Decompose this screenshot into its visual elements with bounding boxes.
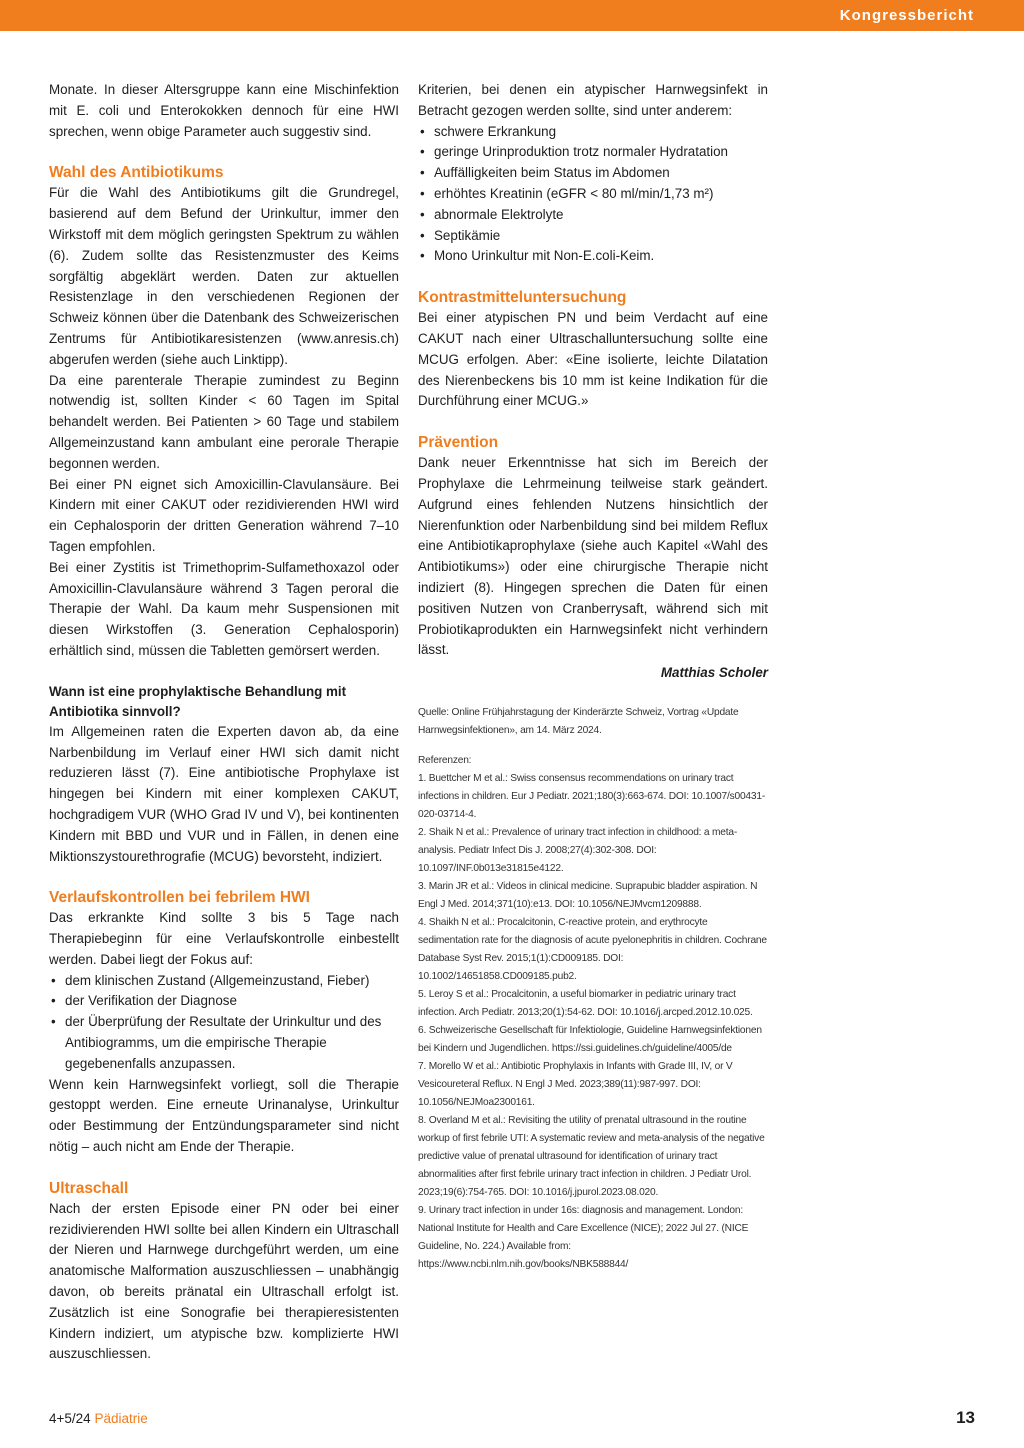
- source-text: Quelle: Online Frühjahrstagung der Kinderärzte Schweiz, Vortrag «Update Harnwegsinfektionen», am 14. März 2024.: [418, 706, 739, 736]
- reference-item: 1. Buettcher M et al.: Swiss consensus recommendations on urinary tract infections in children. Eur J Pediatr. 2021;180(3):663-674. DOI: 10.1007/s00431-020-03714-4.: [418, 772, 766, 820]
- source-note: [418, 704, 768, 1274]
- verlauf-list: [49, 971, 399, 1075]
- left-column: [49, 80, 399, 1365]
- references-heading: Referenzen:: [418, 754, 472, 766]
- intro-paragraph: Monate. In dieser Altersgruppe kann eine Mischinfektion mit E. coli und Enterokokken dennoch für eine HWI sprechen, wenn obige Parameter auch suggestiv sind.: [49, 82, 399, 139]
- list-item: • schwere Erkrankung: [418, 122, 768, 143]
- reference-item: 9. Urinary tract infection in under 16s: diagnosis and management. London: National Institute for Health and Care Excellence (NICE); 2022 Jul 27. (NICE Guideline, No. 224.) Available from: https://www.ncbi.nlm.nih.gov/books/NBK588844/: [418, 1204, 749, 1270]
- reference-item: 7. Morello W et al.: Antibiotic Prophylaxis in Infants with Grade III, IV, or V Vesicoureteral Reflux. N Engl J Med. 2023;389(11):987-997. DOI: 10.1056/NEJMoa2300161.: [418, 1060, 733, 1108]
- reference-item: 8. Overland M et al.: Revisiting the utility of prenatal ultrasound in the routine workup of first febrile UTI: A systematic review and meta-analysis of the negative predictive value of prenatal ultrasound for identification of urinary tract abnormalities after first febrile urinary tract infection in children. J Pediatr Urol. 2023;19(6):754-765. DOI: 10.1016/j.jpurol.2023.08.020.: [418, 1114, 765, 1198]
- paragraph: Wenn kein Harnwegsinfekt vorliegt, soll die Therapie gestoppt werden. Eine erneute Urinanalyse, Urinkultur oder Bestimmung der Entzündungsparameter sind nicht nötig – auch nicht am Ende der Therapie.: [49, 1076, 399, 1155]
- section-header-bar: [0, 0, 1024, 31]
- paragraph: Im Allgemeinen raten die Experten davon ab, da eine Narbenbildung im Verlauf einer HWI sich damit nicht reduzieren lässt (7). Eine antibiotische Prophylaxe ist hingegen bei Kindern mit einer komplexen CAKUT, hochgradigem VUR (WHO Grad IV und V), bei kontinenten Kindern mit BBD und VUR und in Fällen, in denen eine Miktionszystourethrografie (MCUG) bevorsteht, indiziert.: [49, 723, 399, 864]
- author-name: Matthias Scholer: [660, 665, 768, 681]
- heading-kontrast: Kontrastmitteluntersuchung: [418, 289, 627, 307]
- issue-number: 4+5/24: [49, 1411, 91, 1426]
- paragraph: Das erkrankte Kind sollte 3 bis 5 Tage nach Therapiebeginn für eine Verlaufskontrolle einbestellt werden. Dabei liegt der Fokus auf:: [49, 910, 399, 967]
- paragraph: Bei einer Zystitis ist Trimethoprim-Sulfamethoxazol oder Amoxicillin-Clavulansäure während 3 Tagen peroral die Therapie der Wahl. Da kaum mehr Suspensionen mit diesen Wirkstoffen (3. Generation Cephalosporin) erhältlich sind, müssen die Tabletten gemörsert werden.: [49, 559, 399, 658]
- paragraph: Kriterien, bei denen ein atypischer Harnwegsinfekt in Betracht gezogen werden sollte, sind unter anderem:: [418, 82, 768, 118]
- paragraph: Da eine parenterale Therapie zumindest zu Beginn notwendig ist, sollten Kinder < 60 Tagen im Spital behandelt werden. Bei Patienten > 60 Tage und stabilem Allgemeinzustand kann ambulant eine perorale Therapie begonnen werden.: [49, 372, 399, 471]
- list-item: • Auffälligkeiten beim Status im Abdomen: [418, 163, 768, 184]
- list-item: • Mono Urinkultur mit Non-E.coli-Keim.: [418, 246, 768, 267]
- list-item: • geringe Urinproduktion trotz normaler Hydratation: [418, 142, 768, 163]
- reference-item: 3. Marin JR et al.: Videos in clinical medicine. Suprapubic bladder aspiration. N Engl J Med. 2014;371(10):e13. DOI: 10.1056/NEJMvcm1209888.: [418, 880, 758, 910]
- heading-ultraschall: Ultraschall: [49, 1179, 129, 1197]
- reference-item: 2. Shaik N et al.: Prevalence of urinary tract infection in childhood: a meta-analysis. Pediatr Infect Dis J. 2008;27(4):302-308. DOI: 10.1097/INF.0b013e31815e4122.: [418, 826, 738, 874]
- right-column: [418, 80, 768, 1274]
- paragraph: Bei einer PN eignet sich Amoxicillin-Clavulansäure. Bei Kindern mit einer CAKUT oder rezidivierenden HWI wird ein Cephalosporin der dritten Generation während 7–10 Tagen empfohlen.: [49, 476, 399, 554]
- paragraph: Bei einer atypischen PN und beim Verdacht auf eine CAKUT nach einer Ultraschalluntersuchung sollte eine MCUG erfolgen. Aber: «Eine isolierte, leichte Dilatation des Nierenbeckens bis 10 mm ist keine Indikation für die Durchführung einer MCUG.»: [418, 310, 768, 409]
- reference-item: 4. Shaikh N et al.: Procalcitonin, C-reactive protein, and erythrocyte sedimentation rate for the diagnosis of acute pyelonephritis in children. Cochrane Database Syst Rev. 2015;1(1):CD009185. DOI: 10.1002/14651858.CD009185.pub2.: [418, 916, 767, 982]
- kriterien-list: [418, 122, 768, 268]
- list-item: • der Überprüfung der Resultate der Urinkultur und des Antibiogramms, um die empirische Therapie gegebenenfalls anzupassen.: [49, 1012, 399, 1074]
- heading-prophylaxe: Wann ist eine prophylaktische Behandlung mit Antibiotika sinnvoll?: [49, 683, 347, 719]
- list-item: • Septikämie: [418, 226, 768, 247]
- paragraph: Für die Wahl des Antibiotikums gilt die Grundregel, basierend auf dem Befund der Urinkultur, immer den Wirkstoff mit dem möglich geringsten Spektrum zu wählen (6). Zudem sollte das Resistenzmuster des Keims sorgfältig abgeklärt werden. Daten zur aktuellen Resistenzlage in den verschiedenen Regionen der Schweiz können über die Datenbank des Schweizerischen Zentrums für Antibiotikaresistenzen (www.anresis.ch) abgerufen werden (siehe auch Linktipp).: [49, 185, 399, 367]
- heading-verlauf: Verlaufskontrollen bei febrilem HWI: [49, 889, 310, 907]
- list-item: • der Verifikation der Diagnose: [49, 991, 399, 1012]
- heading-antibiotikum: Wahl des Antibiotikums: [49, 164, 224, 182]
- heading-praevention: Prävention: [418, 434, 499, 452]
- section-label: Kongressbericht: [839, 7, 974, 24]
- list-item: • abnormale Elektrolyte: [418, 205, 768, 226]
- reference-item: 5. Leroy S et al.: Procalcitonin, a useful biomarker in pediatric urinary tract infection. Arch Pediatr. 2013;20(1):54-62. DOI: 10.1016/j.arcped.2012.10.025.: [418, 988, 753, 1018]
- footer-issue: [49, 1411, 148, 1426]
- page-number: 13: [956, 1408, 975, 1427]
- magazine-name: Pädiatrie: [94, 1411, 148, 1426]
- list-item: • dem klinischen Zustand (Allgemeinzustand, Fieber): [49, 971, 399, 992]
- paragraph: Nach der ersten Episode einer PN oder bei einer rezidivierenden HWI sollte bei allen Kindern ein Ultraschall der Nieren und Harnwege durchgeführt werden, um eine anatomische Malformation auszuschliessen – unabhängig davon, ob bereits pränatal ein Ultraschall erfolgt ist. Zusätzlich ist eine Sonografie bei therapieresistenten Kindern indiziert, um atypische bzw. komplizierte HWI auszuschliessen.: [49, 1200, 399, 1362]
- list-item: • erhöhtes Kreatinin (eGFR < 80 ml/min/1,73 m²): [418, 184, 768, 205]
- reference-item: 6. Schweizerische Gesellschaft für Infektiologie, Guideline Harnwegsinfektionen bei Kindern und Jugendlichen. https://ssi.guidelines.ch/guideline/4005/de: [418, 1024, 762, 1054]
- paragraph: Dank neuer Erkenntnisse hat sich im Bereich der Prophylaxe die Lehrmeinung teilweise stark geändert. Aufgrund eines fehlenden Nutzens hinsichtlich der Nierenfunktion oder Narbenbildung sind bei mildem Reflux eine Antibiotikaprophylaxe (siehe auch Kapitel «Wahl des Antibiotikums») oder eine chirurgische Therapie nicht indiziert (8). Hingegen sprechen die Daten für einen positiven Nutzen von Cranberrysaft, während sich mit Probiotikaprodukten ein Harnwegsinfekt nicht verhindern lässt.: [418, 455, 768, 658]
